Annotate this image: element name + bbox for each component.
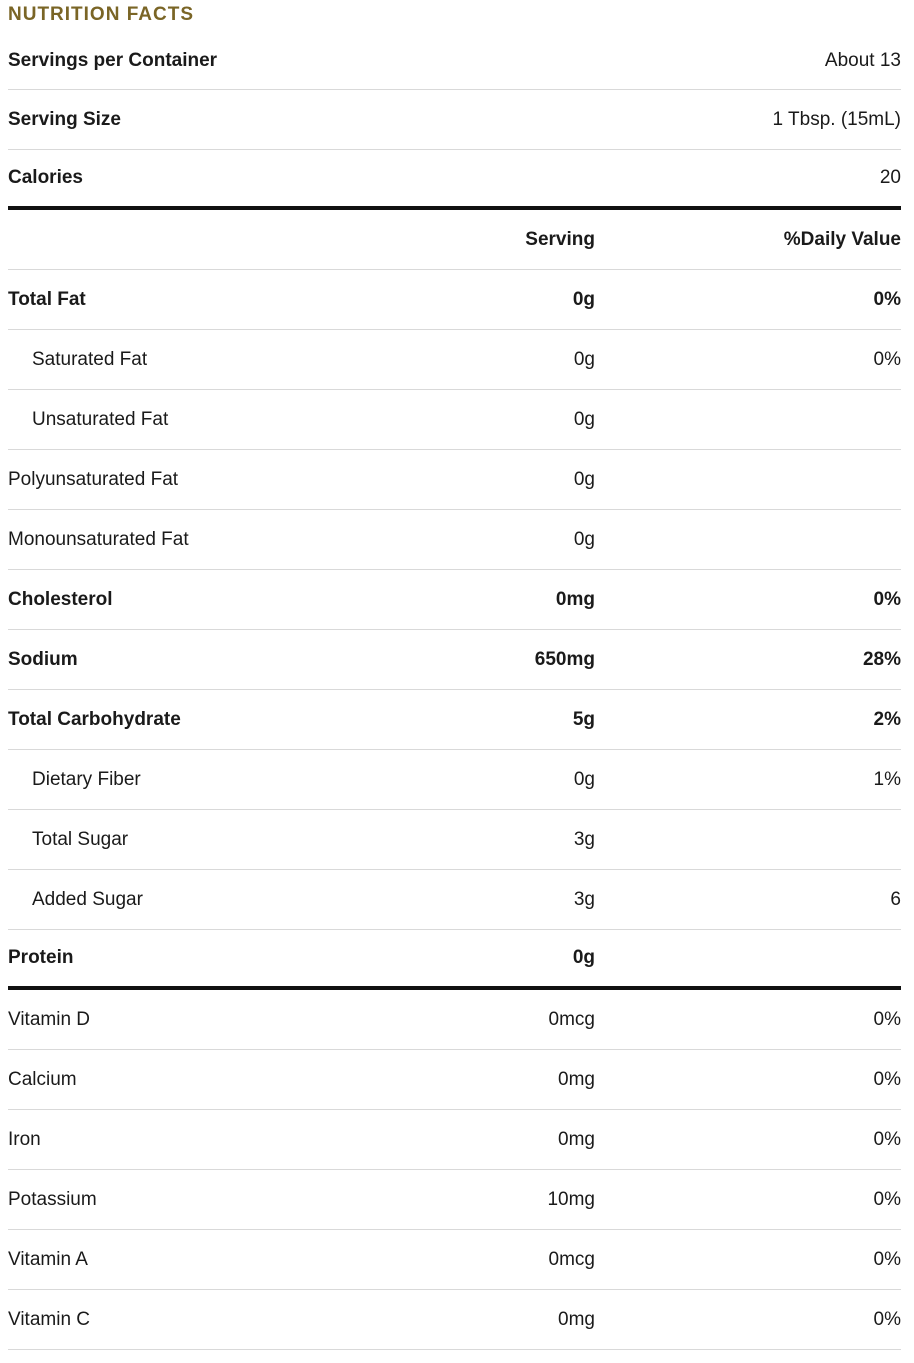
nutrient-label: Total Sugar [32,828,129,850]
table-row [8,810,901,870]
serving-amount: 10mg [547,1188,595,1210]
serving-amount: 0mg [558,1308,595,1330]
nutrient-list [8,270,901,990]
nutrient-label: Protein [8,947,74,968]
serving-amount: 0g [573,528,595,550]
nutrient-label: Cholesterol [8,588,113,610]
serving-amount: 3g [573,888,595,910]
nutrient-label: Dietary Fiber [32,768,141,790]
table-row [8,330,901,390]
serving-amount: 0g [572,288,595,310]
table-row [8,690,901,750]
table-row [8,450,901,510]
nutrient-label: Unsaturated Fat [32,408,169,430]
table-row [8,570,901,630]
nutrient-label: Monounsaturated Fat [8,528,189,550]
daily-value-column-header: %Daily Value [783,228,901,250]
table-row [8,390,901,450]
table-row [8,510,901,570]
serving-amount: 0g [573,408,595,430]
vitamin-list [8,990,901,1350]
table-row [8,930,901,990]
summary-value: About 13 [824,49,901,71]
daily-value: 0% [873,1308,901,1330]
column-header-row [8,210,901,270]
table-row [8,1050,901,1110]
table-row [8,270,901,330]
daily-value: 2% [873,708,901,730]
nutrition-facts-panel [8,0,901,1350]
serving-amount: 3g [573,828,595,850]
daily-value: 0% [873,348,901,370]
daily-value: 0% [873,1008,901,1030]
serving-amount: 5g [572,708,595,730]
nutrition-facts-heading: NUTRITION FACTS [8,4,194,25]
nutrient-label: Sodium [8,648,78,670]
nutrient-label: Iron [8,1128,41,1150]
serving-amount: 0g [573,468,595,490]
table-row [8,1110,901,1170]
serving-amount: 0mg [555,588,595,610]
summary-row-serving-size [8,90,901,150]
serving-amount: 0mcg [548,1248,595,1270]
nutrient-label: Total Carbohydrate [8,708,181,730]
summary-value: 1 Tbsp. (15mL) [772,108,901,130]
daily-value: 0% [873,588,901,610]
nutrient-label: Vitamin A [8,1248,88,1270]
nutrient-label: Vitamin C [8,1308,91,1330]
daily-value: 0% [873,1068,901,1090]
daily-value: 1% [873,768,901,790]
serving-amount: 0mg [558,1128,595,1150]
serving-amount: 0g [573,348,595,370]
daily-value: 0% [873,1128,901,1150]
serving-amount: 650mg [534,648,595,670]
daily-value: 0% [873,288,901,310]
nutrient-label: Polyunsaturated Fat [8,468,179,490]
nutrient-label: Calcium [8,1068,77,1090]
summary-value: 20 [879,167,901,188]
summary-row-calories [8,150,901,210]
summary-label: Serving Size [8,108,121,130]
nutrient-label: Vitamin D [8,1008,91,1030]
serving-amount: 0g [573,768,595,790]
table-row [8,630,901,690]
nutrient-label: Saturated Fat [32,348,148,370]
table-row [8,750,901,810]
nutrient-label: Added Sugar [32,888,143,910]
table-row [8,1230,901,1290]
serving-amount: 0mcg [548,1008,595,1030]
daily-value: 28% [862,648,901,670]
nutrient-label: Total Fat [8,288,86,310]
serving-amount: 0mg [558,1068,595,1090]
daily-value: 0% [873,1248,901,1270]
table-row [8,870,901,930]
table-row [8,990,901,1050]
serving-column-header: Serving [525,228,595,250]
summary-label: Servings per Container [8,49,218,71]
nutrient-label: Potassium [8,1188,97,1210]
summary-label: Calories [8,167,83,188]
table-row [8,1290,901,1350]
daily-value: 0% [873,1188,901,1210]
daily-value: 6 [890,888,901,910]
summary-row-servings-per-container [8,32,901,90]
serving-amount: 0g [572,947,595,968]
table-row [8,1170,901,1230]
